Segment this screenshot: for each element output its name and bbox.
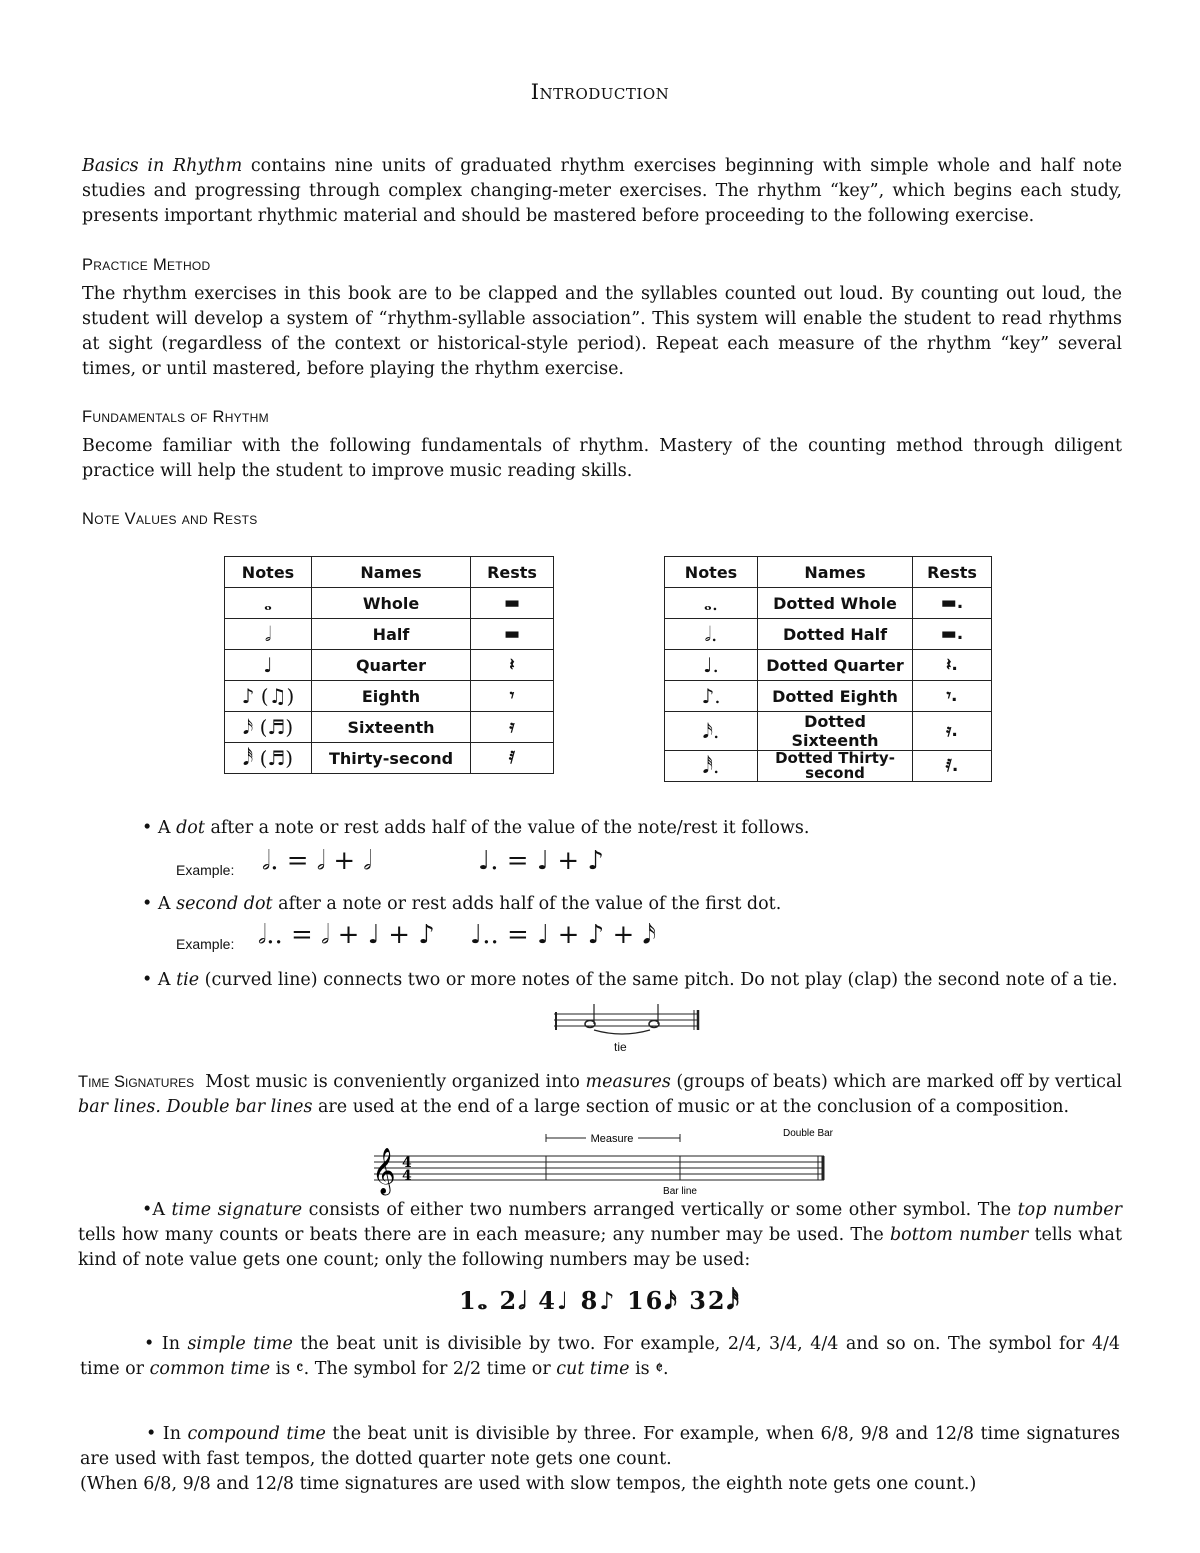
dot-example-1: 𝅗𝅥. = 𝅗𝅥 + 𝅗𝅥: [262, 846, 372, 876]
measure-label: Measure: [590, 1133, 634, 1145]
book-title: Basics in Rhythm: [82, 156, 243, 176]
table-header: Rests: [471, 557, 554, 588]
fundamentals-paragraph: Become familiar with the following fundamentals of rhythm. Mastery of the counting method through diligent practice will help the student to improve music reading skills.: [82, 436, 1122, 481]
treble-clef-icon: 𝄞: [372, 1148, 396, 1194]
second-dot-example-label: Example:: [176, 936, 235, 952]
dot-rule: • A dot after a note or rest adds half of the value of the note/rest it follows.: [142, 818, 810, 838]
rest-symbol: 𝄾.: [913, 681, 992, 712]
table-row: [225, 619, 554, 650]
note-name: Whole: [312, 588, 471, 619]
tie-rule: • A tie (curved line) connects two or more notes of the same pitch. Do not play (clap) the second note of a tie.: [142, 970, 1118, 990]
staff-diagram: [368, 1124, 838, 1200]
note-symbol: 𝅗𝅥.: [665, 619, 758, 650]
note-name: Eighth: [312, 681, 471, 712]
table-header: Notes: [665, 557, 758, 588]
table-row: [665, 650, 992, 681]
rest-symbol: 𝄿.: [913, 712, 992, 751]
note-symbol: ♩: [225, 650, 312, 681]
dot-example-label: Example:: [176, 862, 235, 878]
rest-symbol: ▬: [471, 588, 554, 619]
rest-symbol: 𝄽: [471, 650, 554, 681]
tie-staff-diagram: [548, 1000, 708, 1040]
intro-text: contains nine units of graduated rhythm exercises beginning with simple whole and half note studies and progressing through complex changing-meter exercises. The rhythm “key”, which begins each study, presents important rhythmic material and should be mastered before proceeding to the following exercise.: [82, 156, 1122, 226]
dot-example-2: ♩. = ♩ + ♪: [478, 846, 605, 876]
note-name: Dotted Sixteenth: [758, 712, 913, 751]
second-dot-term: second dot: [176, 894, 273, 914]
note-name: Dotted Eighth: [758, 681, 913, 712]
table-header: Notes: [225, 557, 312, 588]
note-name: Thirty-second: [312, 743, 471, 774]
note-symbol: ♩.: [665, 650, 758, 681]
rest-symbol: 𝄽.: [913, 650, 992, 681]
note-symbol: 𝅘𝅥𝅯 (♬): [225, 712, 312, 743]
note-name: Sixteenth: [312, 712, 471, 743]
rest-symbol: ▬: [471, 619, 554, 650]
note-name: Quarter: [312, 650, 471, 681]
note-symbol: 𝅘𝅥𝅯.: [665, 712, 758, 751]
rest-symbol: ▬.: [913, 588, 992, 619]
intro-paragraph: [82, 154, 1122, 229]
note-symbol: 𝅘𝅥𝅰 (♬): [225, 743, 312, 774]
table-row: [665, 588, 992, 619]
table-header: Names: [312, 557, 471, 588]
compound-time-note: (When 6/8, 9/8 and 12/8 time signatures are used with slow tempos, the eighth note gets one count.): [80, 1474, 977, 1494]
table-row: [225, 588, 554, 619]
note-symbol: 𝅝: [225, 588, 312, 619]
note-symbol: ♪.: [665, 681, 758, 712]
bar-line-label: Bar line: [663, 1186, 697, 1197]
table-row: [225, 712, 554, 743]
second-dot-example-2: ♩.. = ♩ + ♪ + 𝅘𝅥𝅯: [470, 920, 657, 950]
table-row: [665, 712, 992, 751]
note-name: Dotted Whole: [758, 588, 913, 619]
number-values-row: 1𝅝 2𝅗𝅥 4♩ 8♪ 16𝅘𝅥𝅯 32𝅘𝅥𝅰: [458, 1286, 742, 1315]
note-values-table-right: [664, 556, 992, 782]
dot-term: dot: [176, 818, 205, 838]
note-symbol: 𝅝.: [665, 588, 758, 619]
table-row: [225, 743, 554, 774]
table-row: [225, 681, 554, 712]
page-title: Introduction: [530, 80, 670, 104]
table-row: [225, 650, 554, 681]
practice-heading: Practice Method: [82, 256, 211, 274]
tie-term: tie: [176, 970, 200, 990]
table-row: [665, 619, 992, 650]
note-values-heading: Note Values and Rests: [82, 510, 258, 528]
rest-symbol: ▬.: [913, 619, 992, 650]
note-symbol: ♪ (♫): [225, 681, 312, 712]
double-bar-label: Double Bar: [782, 1128, 834, 1139]
table-row: [665, 681, 992, 712]
time-signatures-heading: Time Signatures: [78, 1073, 195, 1091]
second-dot-rule: • A second dot after a note or rest adds half of the value of the first dot.: [142, 894, 782, 914]
table-header: Names: [758, 557, 913, 588]
simple-time-paragraph: • In simple time the beat unit is divisible by two. For example, 2/4, 3/4, 4/4 and so on. The symbol for 4/4 time or common time is 𝄴. The symbol for 2/2 time or cut time is 𝄵.: [80, 1334, 1121, 1379]
note-name: Dotted Thirty-second: [758, 751, 913, 782]
table-row: [665, 751, 992, 782]
note-values-table-left: [224, 556, 554, 774]
note-name: Dotted Quarter: [758, 650, 913, 681]
table-header: Rests: [913, 557, 992, 588]
fundamentals-heading: Fundamentals of Rhythm: [82, 408, 269, 426]
time-signature-top: 4: [402, 1155, 412, 1171]
compound-time-paragraph: • In compound time the beat unit is divisible by three. For example, when 6/8, 9/8 and 12/8 time signatures are used with fast tempos, the dotted quarter note gets one count. (When 6/8, 9/8 and 12/8 time signatures are used with slow tempos, the eighth note gets one count.): [80, 1422, 1120, 1497]
rest-symbol: 𝄾: [471, 681, 554, 712]
note-symbol: 𝅘𝅥𝅰.: [665, 751, 758, 782]
rest-symbol: 𝅀: [471, 743, 554, 774]
rest-symbol: 𝄿: [471, 712, 554, 743]
time-signatures-paragraph: Time Signatures Most music is conveniently organized into measures (groups of beats) which are marked off by vertical bar lines. Double bar lines are used at the end of a large section of music or at the conclusion of a composition.: [78, 1072, 1122, 1117]
note-name: Half: [312, 619, 471, 650]
note-name: Dotted Half: [758, 619, 913, 650]
note-symbol: 𝅗𝅥: [225, 619, 312, 650]
tie-label: tie: [614, 1040, 627, 1054]
time-signature-paragraph: •A time signature consists of either two numbers arranged vertically or some other symbol. The top number tells how many counts or beats there are in each measure; any number may be used. The bottom number tells what kind of note value gets one count; only the following numbers may be used:: [78, 1200, 1123, 1270]
practice-paragraph: The rhythm exercises in this book are to be clapped and the syllables counted out loud. By counting out loud, the student will develop a system of “rhythm-syllable association”. This system will enable the student to read rhythms at sight (regardless of the context or historical-style period). Repeat each measure of the rhythm “key” several times, or until mastered, before playing the rhythm exercise.: [82, 284, 1122, 379]
second-dot-example-1: 𝅗𝅥.. = 𝅗𝅥 + ♩ + ♪: [258, 920, 435, 950]
rest-symbol: 𝅀.: [913, 751, 992, 782]
time-signature-bottom: 4: [402, 1168, 412, 1184]
